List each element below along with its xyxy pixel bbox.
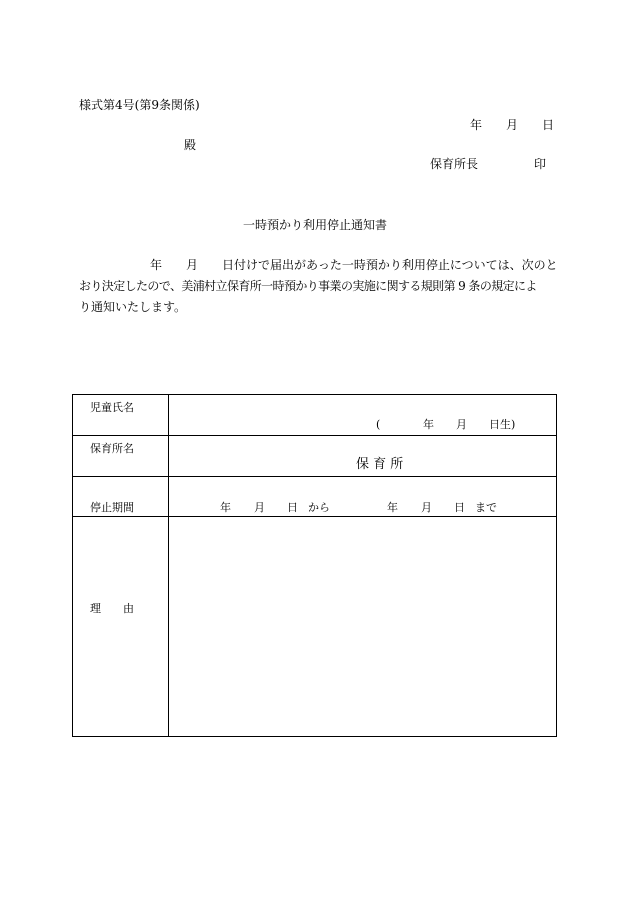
child-name-label: 児童氏名: [90, 401, 134, 414]
birth-month-label: 月: [456, 418, 467, 431]
document-title: 一時預かり利用停止通知書: [242, 218, 387, 232]
birth-day-label: 日生): [489, 418, 516, 431]
nursery-label: 保育所名: [90, 442, 134, 455]
nursery-value-cell[interactable]: [169, 436, 557, 477]
addressee-honorific: 殿: [184, 138, 197, 152]
suspension-value-cell[interactable]: [169, 477, 557, 517]
reason-row: [73, 517, 557, 737]
body-line-1-text: 日付けで届出があった一時預かり利用停止については、次のと: [222, 258, 558, 272]
from-year-label: 年: [220, 501, 231, 514]
form-number: 様式第4号(第9条関係): [79, 98, 200, 112]
from-day-label: 日: [287, 501, 298, 514]
reason-label-cell: [73, 517, 169, 737]
nursery-label-cell: [73, 436, 169, 477]
suspension-label-cell: [73, 477, 169, 517]
body-line-3: り通知いたします。: [79, 300, 187, 314]
date-year-label: 年: [470, 118, 483, 132]
body-paragraph: [79, 255, 558, 318]
nursery-suffix: 保 育 所: [356, 457, 404, 472]
reason-label: 理 由: [90, 602, 134, 615]
birth-year-label: 年: [423, 418, 434, 431]
form-table: [72, 394, 557, 737]
to-word: まで: [475, 501, 497, 514]
suspension-label: 停止期間: [90, 501, 134, 514]
child-name-row: [73, 395, 557, 436]
body-month-label: 月: [186, 258, 199, 272]
child-name-label-cell: [73, 395, 169, 436]
child-name-value-cell[interactable]: [169, 395, 557, 436]
date-month-label: 月: [506, 118, 519, 132]
to-month-label: 月: [421, 501, 432, 514]
nursery-row: [73, 436, 557, 477]
to-year-label: 年: [387, 501, 398, 514]
reason-value-cell[interactable]: [169, 517, 557, 737]
seal-mark: 印: [534, 157, 547, 171]
sender-title: 保育所長: [430, 157, 479, 171]
body-year-label: 年: [150, 258, 163, 272]
date-day-label: 日: [542, 118, 555, 132]
body-line-1: [79, 255, 558, 276]
body-line-2: おり決定したので、美浦村立保育所一時預かり事業の実施に関する規則第 9 条の規定によ: [79, 279, 537, 293]
from-month-label: 月: [254, 501, 265, 514]
suspension-period-row: [73, 477, 557, 517]
birth-open-paren: (: [376, 418, 381, 431]
from-word: から: [308, 501, 330, 514]
to-day-label: 日: [454, 501, 465, 514]
